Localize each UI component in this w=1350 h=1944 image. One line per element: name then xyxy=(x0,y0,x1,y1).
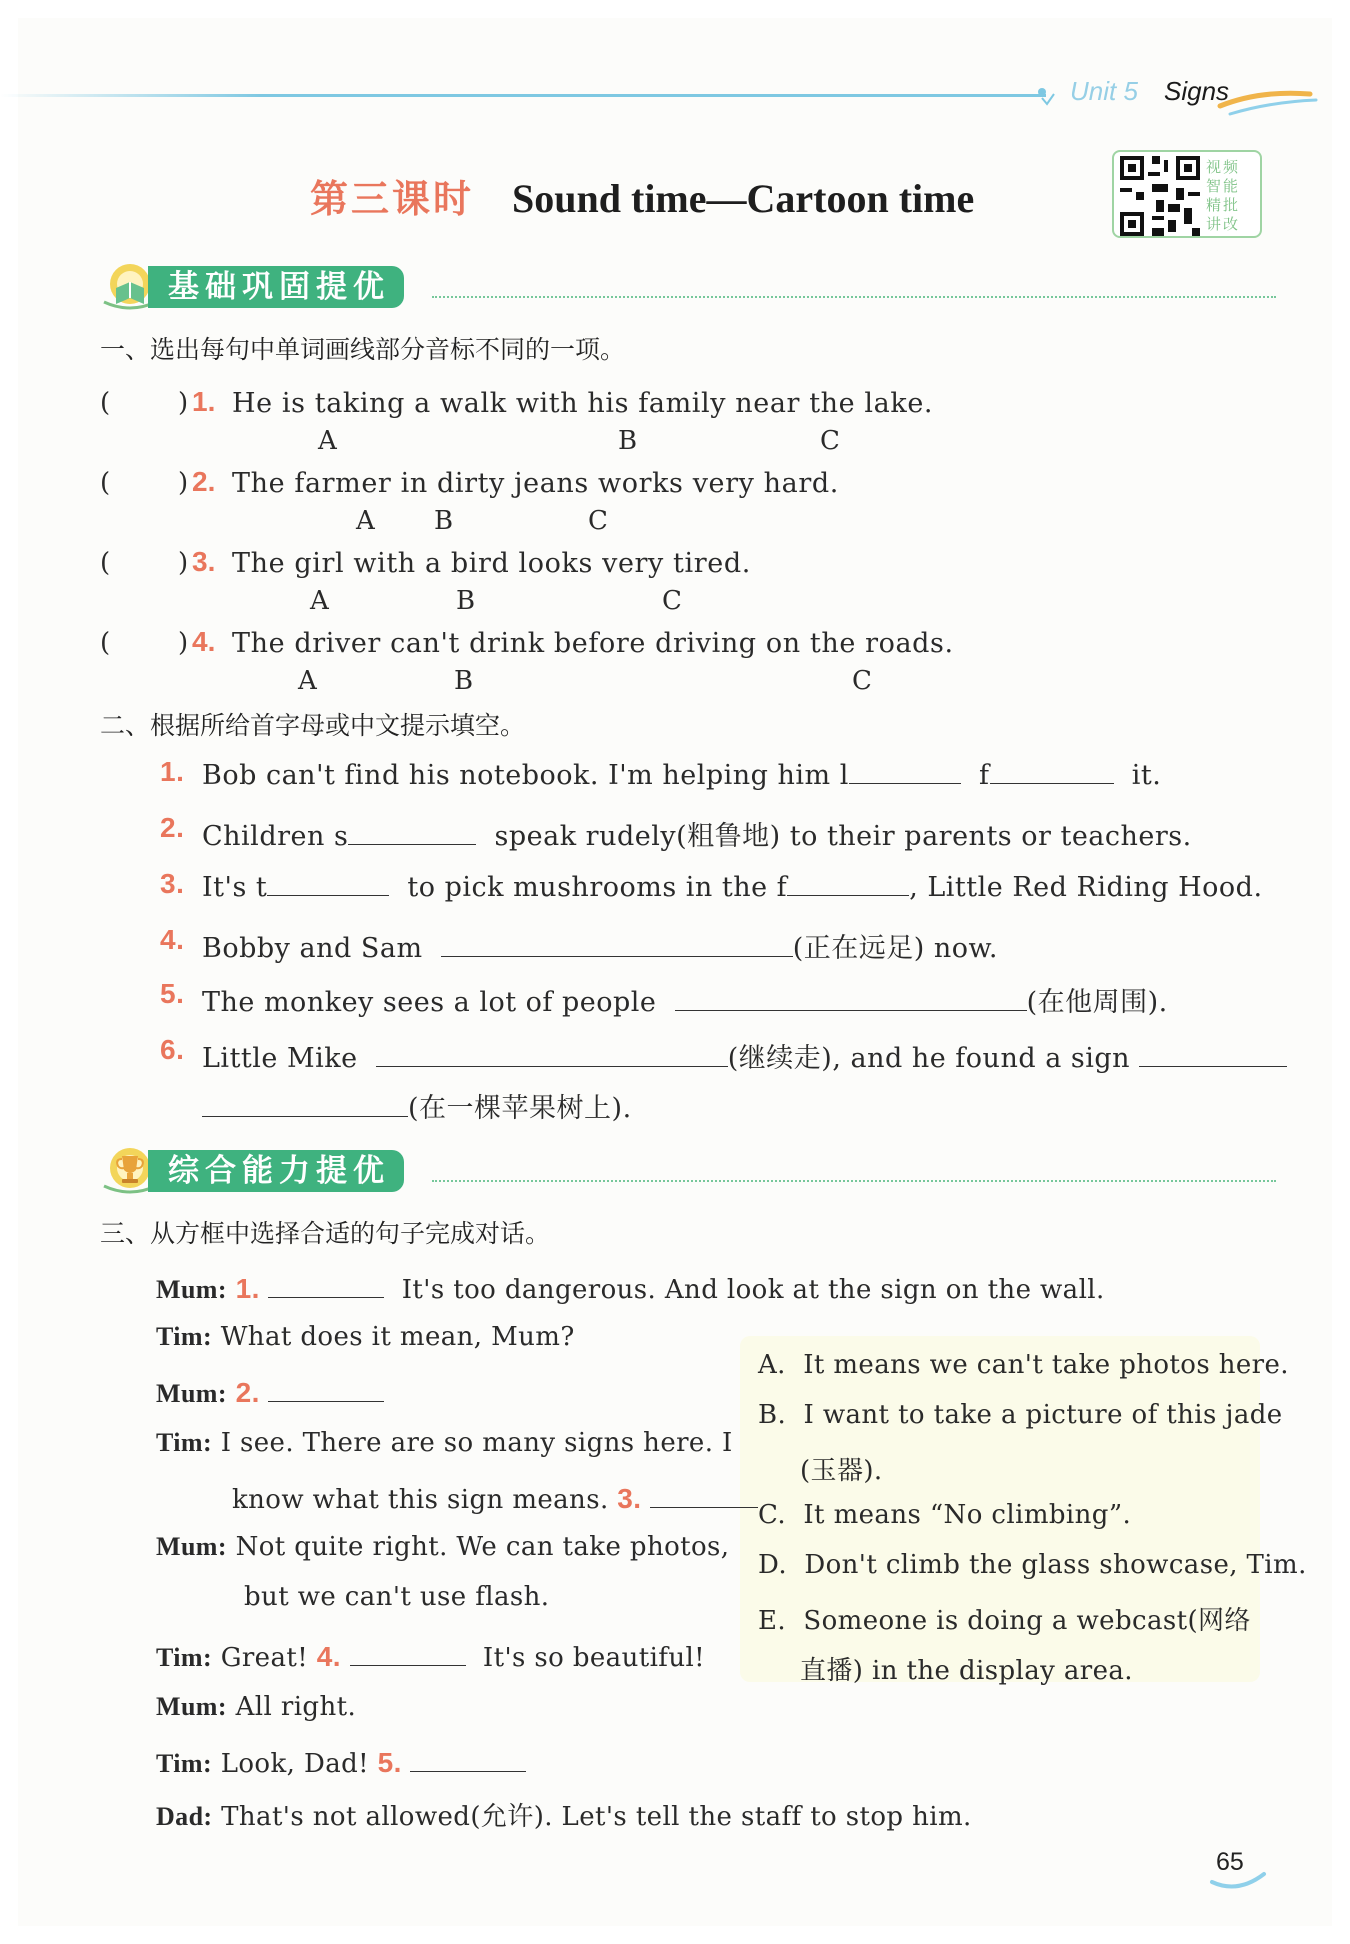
section-basic-banner: 基础巩固提优 xyxy=(148,266,404,308)
dialogue-line xyxy=(156,1692,356,1722)
item-number: 4. xyxy=(160,924,185,955)
item-text: Bob can't find his notebook. I'm helping him l xyxy=(202,760,849,791)
page-number: 65 xyxy=(1216,1848,1244,1876)
qr-caption: 视频智能精批讲改 xyxy=(1206,158,1241,233)
answer-blank[interactable] xyxy=(650,1482,758,1508)
option-label-a: A xyxy=(356,506,375,536)
answer-paren-close: ) xyxy=(178,388,189,418)
option-label-c: C xyxy=(852,666,872,696)
option-text: Someone is doing a webcast(网络 xyxy=(803,1606,1251,1636)
part2-item-continued xyxy=(202,1086,1202,1122)
answer-paren-open[interactable]: ( xyxy=(100,548,111,578)
item-number: 6. xyxy=(160,1034,185,1065)
part2-item xyxy=(160,758,1270,794)
header-swoosh-icon xyxy=(1200,84,1320,124)
item-number: 3. xyxy=(160,868,185,899)
part2-item xyxy=(160,814,1270,850)
item-number: 1. xyxy=(160,756,185,787)
speaker: Tim: xyxy=(156,1322,213,1351)
option-letter: E. xyxy=(758,1606,787,1636)
speaker: Dad: xyxy=(156,1802,213,1831)
item-text: The monkey sees a lot of people xyxy=(202,987,657,1018)
option-letter: D. xyxy=(758,1550,787,1580)
part2-item xyxy=(160,870,1270,906)
item-number: 1. xyxy=(192,386,216,417)
item-text: (正在远足) now. xyxy=(792,933,999,964)
option-label-c: C xyxy=(820,426,840,456)
item-text: speak rudely(粗鲁地) to their parents or teachers. xyxy=(494,821,1192,852)
section-comprehensive-banner: 综合能力提优 xyxy=(148,1150,404,1192)
blank-number: 1. xyxy=(235,1273,260,1304)
part1-item xyxy=(100,548,1200,618)
item-text: , Little Red Riding Hood. xyxy=(909,872,1263,903)
option-b xyxy=(758,1400,1283,1430)
option-label-b: B xyxy=(618,426,638,456)
dialogue-text: It's so beautiful! xyxy=(482,1643,706,1673)
item-sentence: The driver can't drink before driving on the roads. xyxy=(232,628,954,659)
option-label-a: A xyxy=(310,586,329,616)
dialogue-line-continued: but we can't use flash. xyxy=(244,1582,550,1612)
answer-paren-open[interactable]: ( xyxy=(100,388,111,418)
answer-blank[interactable] xyxy=(410,1746,526,1772)
item-text: It's t xyxy=(202,872,268,903)
part2-instruction: 二、根据所给首字母或中文提示填空。 xyxy=(100,711,526,740)
dialogue-text: It's too dangerous. And look at the sign on the wall. xyxy=(401,1275,1105,1305)
answer-blank[interactable] xyxy=(675,985,1027,1011)
option-c xyxy=(758,1500,1131,1530)
dialogue-line xyxy=(156,1322,575,1352)
dialogue-line xyxy=(156,1796,972,1833)
speaker: Mum: xyxy=(156,1379,227,1408)
item-text: Children s xyxy=(202,821,349,852)
part1-item xyxy=(100,388,1200,458)
answer-blank[interactable] xyxy=(268,1272,384,1298)
item-number: 2. xyxy=(160,812,185,843)
part2-item xyxy=(160,926,1270,962)
blank-number: 3. xyxy=(617,1483,642,1514)
section-comprehensive xyxy=(86,1142,1276,1198)
item-sentence: The girl with a bird looks very tired. xyxy=(232,548,751,579)
answer-blank[interactable] xyxy=(787,870,909,896)
option-label-a: A xyxy=(318,426,337,456)
section-basic xyxy=(86,258,1276,314)
speaker: Tim: xyxy=(156,1749,213,1778)
answer-blank[interactable] xyxy=(348,819,476,845)
speaker: Tim: xyxy=(156,1428,213,1457)
dialogue-line-continued xyxy=(232,1482,758,1515)
item-number: 4. xyxy=(192,626,216,657)
blank-number: 5. xyxy=(377,1747,402,1778)
option-a xyxy=(758,1350,1289,1380)
item-text: f xyxy=(979,760,990,791)
dialogue-text: Great! xyxy=(220,1643,309,1673)
dialogue-text: Not quite right. We can take photos, xyxy=(235,1532,730,1562)
option-label-b: B xyxy=(456,586,476,616)
item-number: 3. xyxy=(192,546,216,577)
answer-blank[interactable] xyxy=(376,1041,728,1067)
blank-number: 4. xyxy=(316,1641,341,1672)
dialogue-text: What does it mean, Mum? xyxy=(220,1322,575,1352)
option-letter: C. xyxy=(758,1500,787,1530)
dialogue-line xyxy=(156,1428,733,1458)
dialogue-line xyxy=(156,1272,1105,1305)
item-text: (在他周围). xyxy=(1026,987,1168,1018)
dialogue-line xyxy=(156,1376,384,1409)
answer-paren-open[interactable]: ( xyxy=(100,468,111,498)
lesson-title xyxy=(310,168,974,223)
dialogue-line xyxy=(156,1746,526,1779)
dialogue-text: That's not allowed(允许). Let's tell the staff to stop him. xyxy=(221,1802,972,1832)
lesson-title-cn: 第三课时 xyxy=(310,176,475,221)
option-label-b: B xyxy=(434,506,454,536)
speaker: Mum: xyxy=(156,1532,227,1561)
item-text: Bobby and Sam xyxy=(202,933,423,964)
answer-blank[interactable] xyxy=(990,758,1114,784)
section-comprehensive-divider xyxy=(432,1180,1276,1182)
item-text: it. xyxy=(1131,760,1162,791)
lesson-title-en: Sound time—Cartoon time xyxy=(512,176,975,221)
answer-paren-open[interactable]: ( xyxy=(100,628,111,658)
item-sentence: The farmer in dirty jeans works very hard. xyxy=(232,468,839,499)
item-text: to pick mushrooms in the f xyxy=(407,872,788,903)
header-check-icon xyxy=(1036,86,1056,106)
speaker: Mum: xyxy=(156,1692,227,1721)
part1-item xyxy=(100,628,1200,698)
option-label-c: C xyxy=(588,506,608,536)
item-number: 5. xyxy=(160,978,185,1009)
dialogue-text: I see. There are so many signs here. I xyxy=(220,1428,733,1458)
option-text: It means we can't take photos here. xyxy=(803,1350,1289,1380)
unit-label: Unit 5 xyxy=(1070,76,1138,106)
part3-instruction: 三、从方框中选择合适的句子完成对话。 xyxy=(100,1219,551,1248)
page-number-swoosh-icon xyxy=(1208,1868,1268,1890)
answer-paren-close: ) xyxy=(178,548,189,578)
option-letter: B. xyxy=(758,1400,787,1430)
dialogue-text: All right. xyxy=(235,1692,357,1722)
header-rule xyxy=(0,94,1046,97)
answer-paren-close: ) xyxy=(178,628,189,658)
answer-blank[interactable] xyxy=(267,870,389,896)
part2-item xyxy=(160,1036,1270,1072)
qr-code-icon xyxy=(1120,156,1200,236)
unit-title: Signs xyxy=(1164,76,1230,106)
option-label-c: C xyxy=(662,586,682,616)
answer-blank[interactable] xyxy=(1139,1041,1287,1067)
option-label-b: B xyxy=(454,666,474,696)
option-d xyxy=(758,1550,1307,1580)
section-basic-divider xyxy=(432,296,1276,298)
dialogue-line xyxy=(156,1532,729,1562)
option-text: Don't climb the glass showcase, Tim. xyxy=(804,1550,1307,1580)
blank-number: 2. xyxy=(235,1377,260,1408)
item-text: (继续走), and he found a sign xyxy=(727,1043,1131,1074)
option-e xyxy=(758,1600,1251,1637)
option-b-continued: (玉器). xyxy=(800,1456,883,1486)
answer-blank[interactable] xyxy=(849,758,961,784)
dialogue-text: Look, Dad! xyxy=(220,1749,369,1779)
dialogue-text: know what this sign means. xyxy=(232,1485,609,1515)
part1-instruction: 一、选出每句中单词画线部分音标不同的一项。 xyxy=(100,335,626,364)
option-e-continued: 直播) in the display area. xyxy=(800,1656,1133,1686)
item-sentence: He is taking a walk with his family near the lake. xyxy=(232,388,934,419)
item-text: (在一棵苹果树上). xyxy=(408,1093,632,1124)
qr-code-box[interactable] xyxy=(1112,150,1262,238)
dialogue-line xyxy=(156,1640,705,1673)
option-text: I want to take a picture of this jade xyxy=(803,1400,1283,1430)
speaker: Mum: xyxy=(156,1275,227,1304)
part1-item xyxy=(100,468,1200,538)
item-text: Little Mike xyxy=(202,1043,358,1074)
option-letter: A. xyxy=(758,1350,786,1380)
item-number: 2. xyxy=(192,466,216,497)
answer-blank[interactable] xyxy=(441,931,793,957)
option-text: It means “No climbing”. xyxy=(803,1500,1132,1530)
answer-blank[interactable] xyxy=(202,1091,408,1117)
part2-item xyxy=(160,980,1270,1016)
speaker: Tim: xyxy=(156,1643,213,1672)
answer-blank[interactable] xyxy=(268,1376,384,1402)
option-label-a: A xyxy=(298,666,317,696)
answer-blank[interactable] xyxy=(350,1640,466,1666)
answer-paren-close: ) xyxy=(178,468,189,498)
